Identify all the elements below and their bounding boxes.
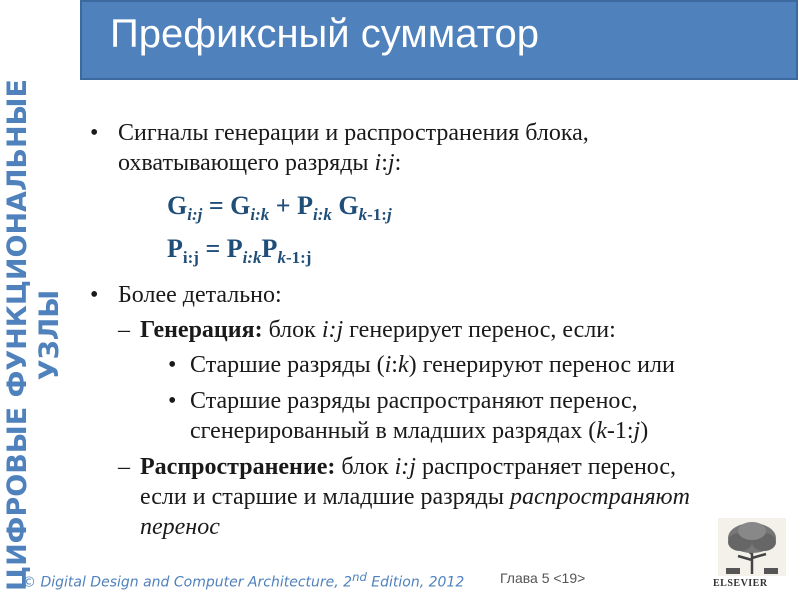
bullet-signals-line2: охватывающего разряды bbox=[118, 150, 375, 176]
text: Старшие разряды ( bbox=[190, 352, 385, 378]
colon: : bbox=[381, 150, 388, 176]
text: : bbox=[391, 352, 398, 378]
text: ) генерируют перенос или bbox=[408, 352, 675, 378]
text: блок bbox=[335, 454, 395, 480]
italic-term: распространяют bbox=[509, 484, 690, 510]
symbol-g: G bbox=[230, 191, 251, 220]
subscript: i:k bbox=[250, 205, 270, 225]
sub-sub-bullet-1 bbox=[90, 350, 780, 380]
symbol-p: P bbox=[167, 234, 183, 263]
var-j: j bbox=[387, 150, 395, 176]
text: генерирует перенос, если: bbox=[343, 317, 616, 343]
sub-bullet-generation bbox=[90, 315, 780, 345]
var-ij: i:j bbox=[321, 317, 344, 343]
subscript: i:j bbox=[187, 205, 203, 225]
subscript: i:k bbox=[242, 248, 262, 268]
chapter-page-number: Глава 5 <19> bbox=[500, 570, 586, 586]
copyright-footer bbox=[22, 570, 464, 591]
colon-end: : bbox=[394, 150, 402, 176]
slide-body bbox=[90, 118, 780, 542]
bullet-dot: • bbox=[90, 120, 99, 146]
subscript: j bbox=[386, 205, 392, 225]
subscript: k bbox=[277, 248, 286, 268]
text: Edition, 2012 bbox=[366, 574, 465, 591]
var-i: i bbox=[384, 352, 392, 378]
equals: = bbox=[198, 234, 227, 263]
subscript: i:j bbox=[182, 248, 199, 268]
var-ij: i:j bbox=[394, 454, 416, 480]
text: блок bbox=[262, 317, 322, 343]
symbol-g: G bbox=[167, 191, 188, 220]
subscript: -1: bbox=[367, 205, 387, 225]
subscript: k bbox=[358, 205, 368, 225]
dash-marker: – bbox=[118, 454, 130, 480]
title-bar bbox=[80, 0, 798, 80]
var-k: k bbox=[397, 352, 409, 378]
var-k: k bbox=[596, 418, 607, 444]
symbol-p: P bbox=[226, 234, 243, 263]
text: -1: bbox=[606, 418, 634, 444]
symbol-g: G bbox=[338, 191, 359, 220]
generation-term: Генерация: bbox=[140, 317, 263, 343]
text: © Digital Design and Computer Architecture, 2 bbox=[22, 574, 353, 591]
text: nd bbox=[352, 570, 367, 584]
text: ) bbox=[640, 418, 649, 444]
plus: + bbox=[269, 191, 298, 220]
side-label-line2: УЗЛЫ bbox=[34, 289, 65, 381]
bullet-signals bbox=[90, 118, 780, 178]
bullet-dot: • bbox=[168, 388, 177, 414]
equals: = bbox=[202, 191, 231, 220]
propagation-term: Распространение: bbox=[140, 454, 336, 480]
text: если и старшие и младшие разряды bbox=[140, 484, 510, 510]
side-section-label bbox=[2, 70, 92, 600]
bullet-signals-line1: Сигналы генерации и распространения блока, bbox=[118, 120, 589, 146]
text: Старшие разряды распространяют перенос, bbox=[190, 388, 638, 414]
publisher-name: ELSEVIER bbox=[713, 578, 768, 589]
italic-term-cont: перенос bbox=[140, 514, 220, 540]
var-i: i bbox=[374, 150, 382, 176]
dash-marker: – bbox=[118, 317, 130, 343]
symbol-p: P bbox=[261, 234, 278, 263]
sub-sub-bullet-2 bbox=[90, 386, 780, 446]
bullet-detail bbox=[90, 280, 780, 310]
formula-generate bbox=[167, 191, 392, 225]
sub-bullet-propagation bbox=[90, 452, 780, 542]
symbol-p: P bbox=[297, 191, 314, 220]
bullet-detail-text: Более детально: bbox=[118, 282, 282, 308]
bullet-dot: • bbox=[168, 352, 177, 378]
var-j: j bbox=[633, 418, 641, 444]
text: распространяет перенос, bbox=[415, 454, 677, 480]
subscript: i:k bbox=[313, 205, 332, 225]
bullet-dot: • bbox=[90, 282, 99, 308]
side-label-line1: ЦИФРОВЫЕ ФУНКЦИОНАЛЬНЫЕ bbox=[2, 79, 33, 591]
slide-title: Префиксный сумматор bbox=[110, 12, 540, 56]
text: сгенерированный в младших разрядах ( bbox=[190, 418, 597, 444]
formula-propagate bbox=[167, 234, 311, 268]
subscript: -1:j bbox=[285, 248, 312, 268]
